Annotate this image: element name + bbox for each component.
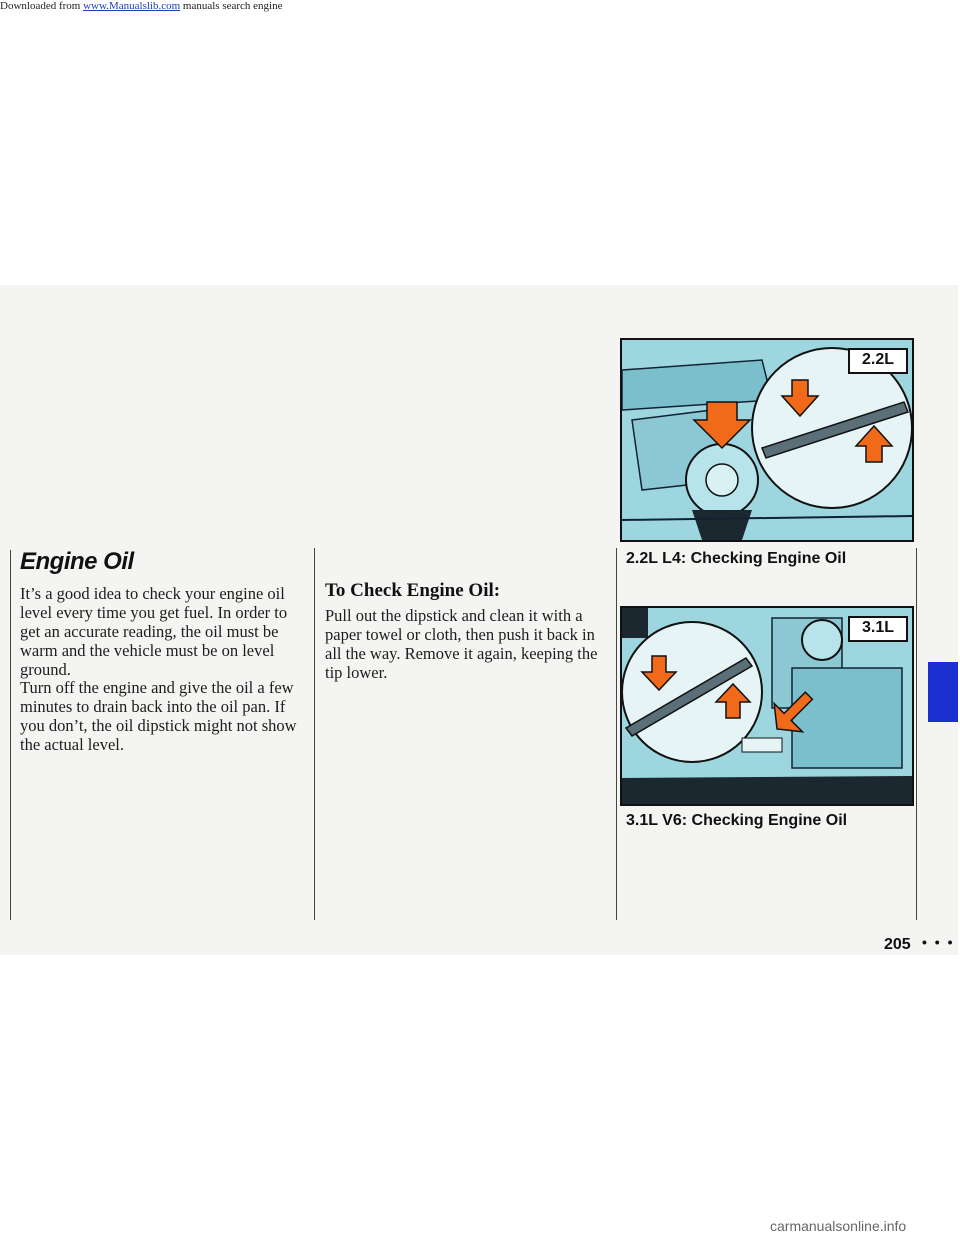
figure-2-2l — [620, 338, 914, 542]
procedure-text: Pull out the dipstick and clean it with a paper towel or cloth, then push it back in all the way. Remove it again, keeping the tip lower. — [325, 606, 598, 682]
column-rule-middle — [314, 548, 315, 920]
figure-caption-3-1l: 3.1L V6: Checking Engine Oil — [626, 812, 848, 829]
manualslib-link[interactable]: www.Manualslib.com — [83, 0, 181, 12]
column-rule-edge — [916, 548, 917, 920]
banner-suffix: manuals search engine — [180, 0, 283, 12]
page-number: 205 — [884, 936, 911, 953]
section-title: Engine Oil — [20, 548, 134, 575]
procedure-heading: To Check Engine Oil: — [325, 580, 501, 601]
watermark: carmanualsonline.info — [770, 1218, 907, 1234]
figure-label-2-2l: 2.2L — [848, 348, 908, 374]
page-continuation-dots: • • • — [922, 934, 955, 950]
column-rule-left — [10, 550, 11, 920]
section-paragraph-1: It’s a good idea to check your engine oil level every time you get fuel. In order to get an accurate reading, the oil must be warm and the vehicle must be on level ground. — [20, 584, 288, 679]
section-paragraph-2: Turn off the engine and give the oil a few minutes to drain back into the oil pan. If you don’t, the oil dipstick might not show the actual level. — [20, 678, 297, 754]
banner-prefix: Downloaded from — [0, 0, 84, 12]
figure-3-1l — [620, 606, 914, 806]
section-tab-marker — [928, 662, 958, 722]
column-rule-right — [616, 548, 617, 920]
figure-caption-2-2l: 2.2L L4: Checking Engine Oil — [626, 550, 847, 567]
figure-label-3-1l: 3.1L — [848, 616, 908, 642]
download-banner — [0, 0, 960, 12]
